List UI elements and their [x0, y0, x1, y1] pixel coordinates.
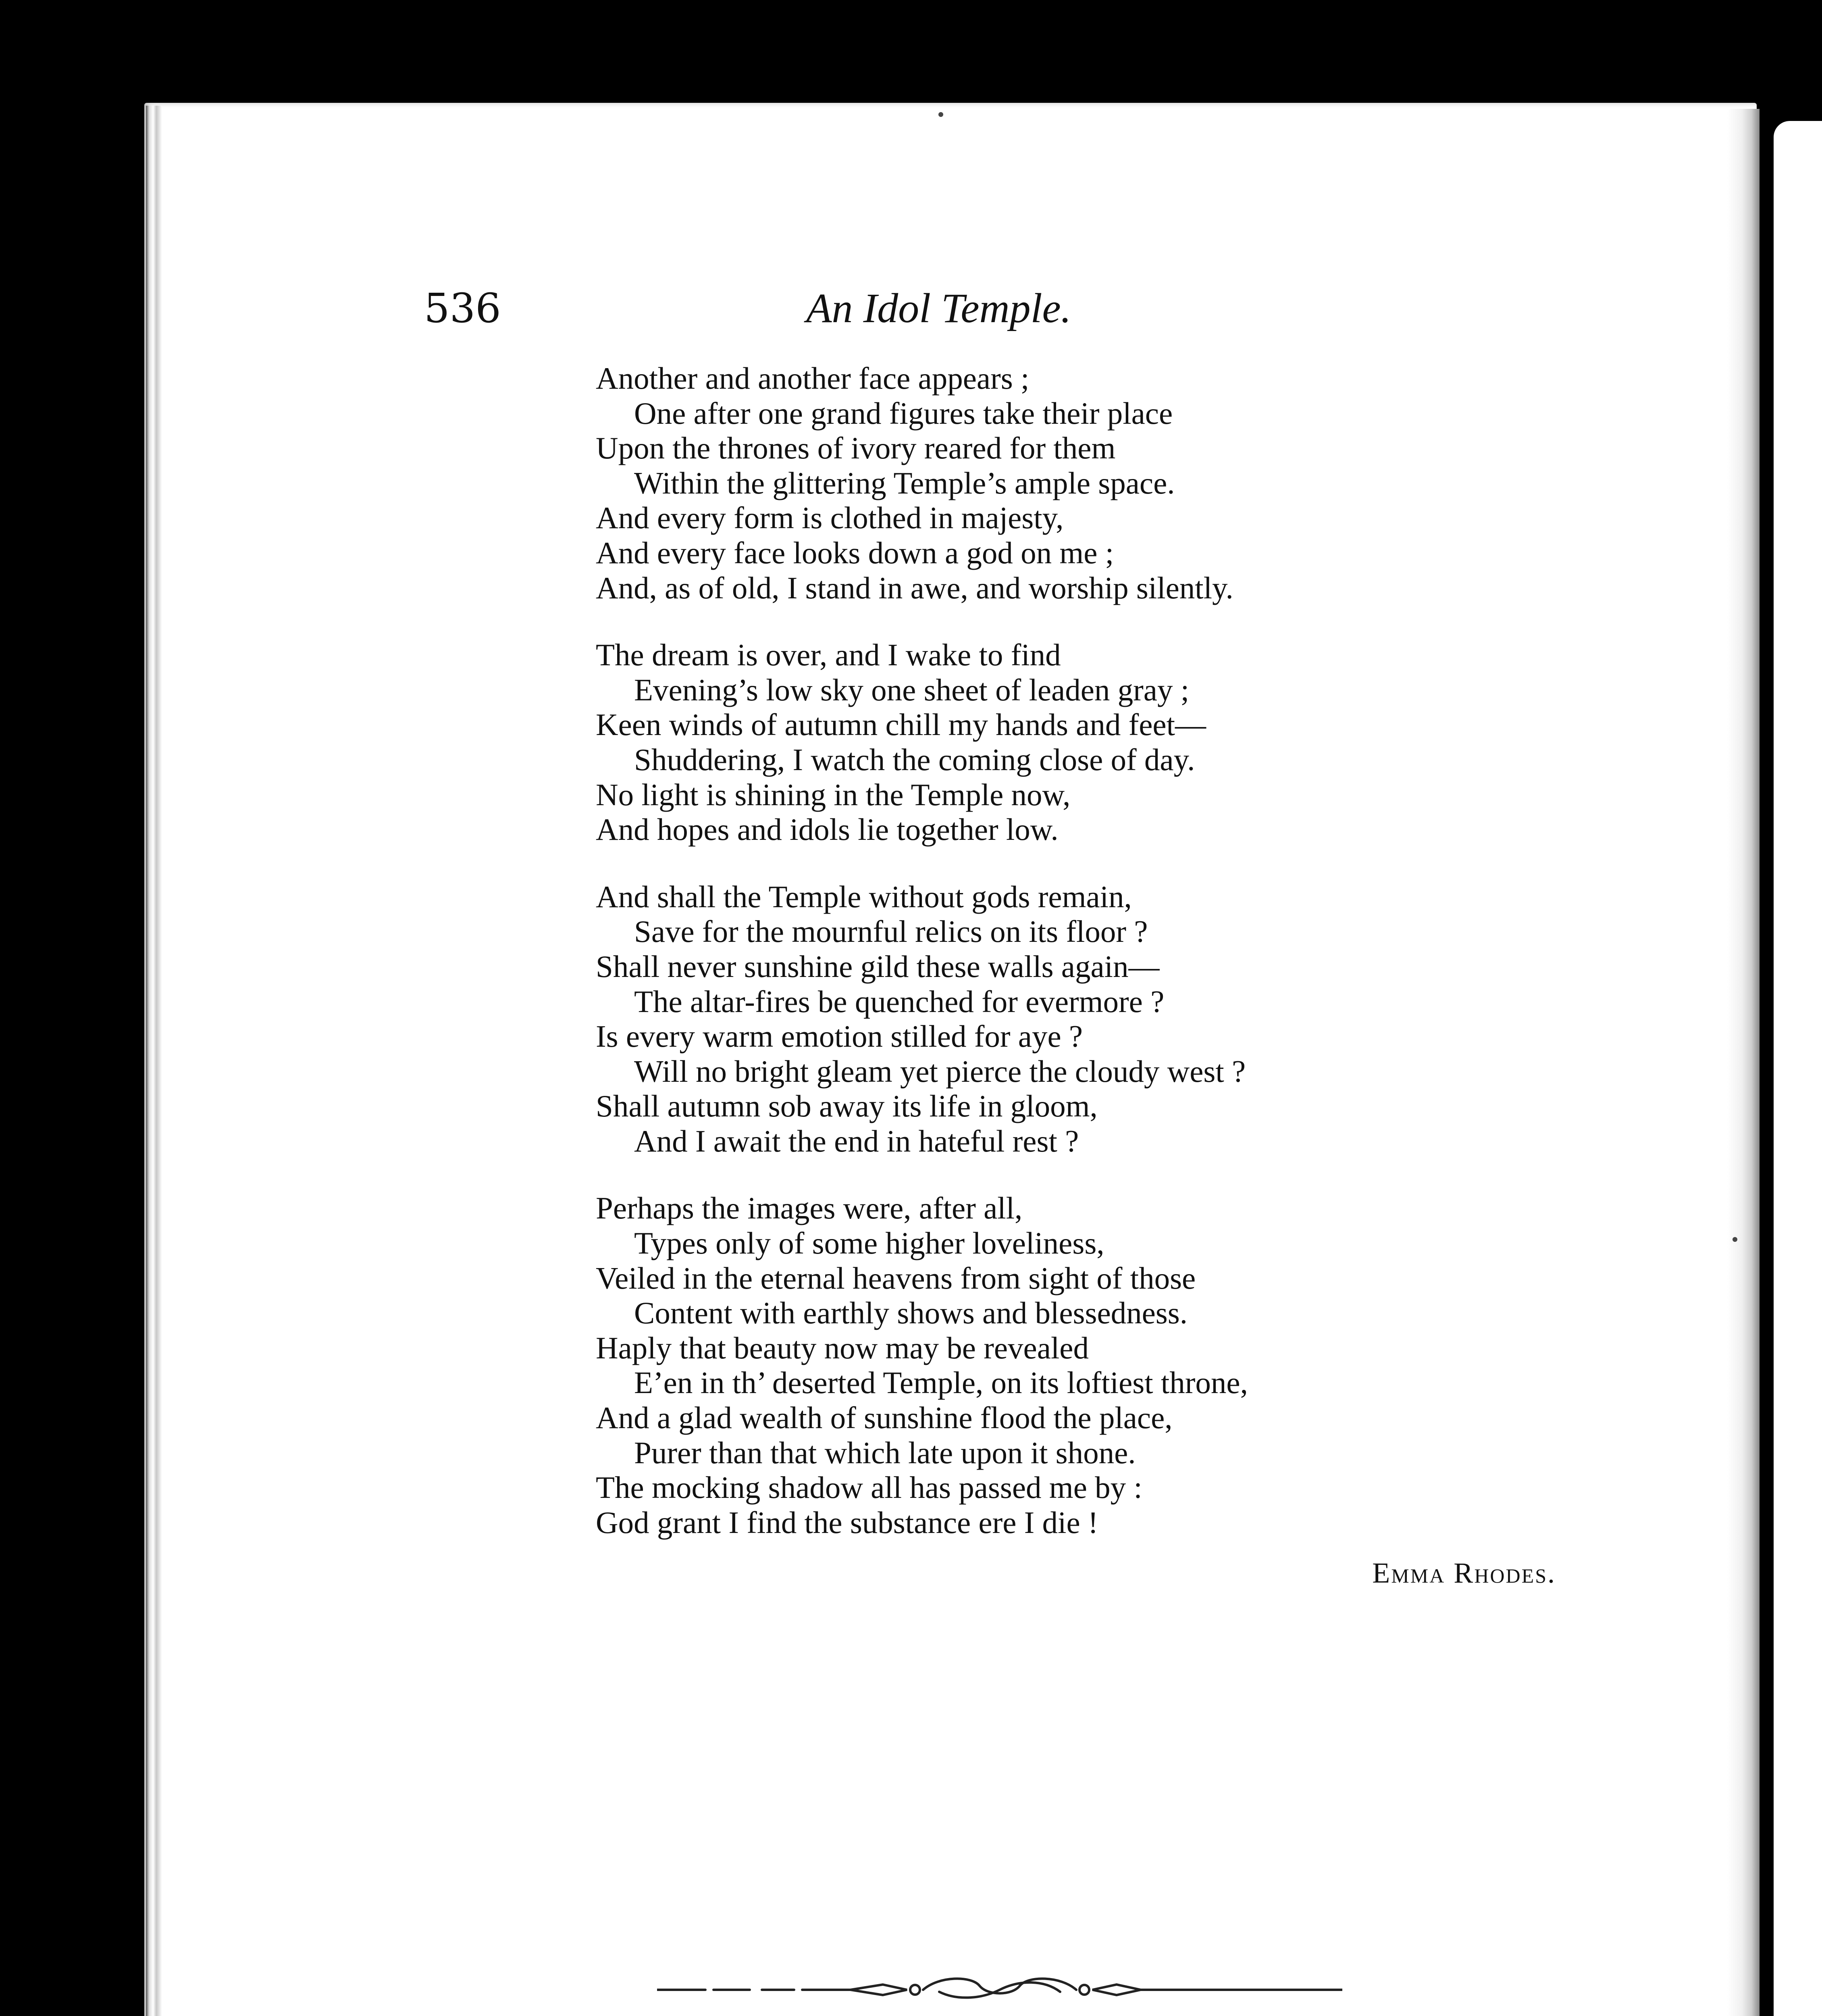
- poem-line: Shall never sunshine gild these walls again—: [596, 949, 1160, 984]
- poem-line: God grant I find the substance ere I die !: [596, 1505, 1098, 1540]
- poem-line: And every form is clothed in majesty,: [596, 500, 1064, 535]
- poem-line: Haply that beauty now may be revealed: [596, 1330, 1089, 1365]
- poem-line: No light is shining in the Temple now,: [596, 777, 1071, 812]
- scroll-flourish-icon: [657, 1968, 1342, 2012]
- running-title: An Idol Temple.: [806, 285, 1071, 331]
- poem-line: And shall the Temple without gods remain,: [596, 879, 1132, 914]
- poem-line: The mocking shadow all has passed me by :: [596, 1470, 1142, 1505]
- poem-line: E’en in th’ deserted Temple, on its loftiest throne,: [634, 1365, 1248, 1400]
- print-speck: [938, 112, 943, 117]
- page-binding-edge: [146, 106, 162, 2016]
- poem-line: Shuddering, I watch the coming close of day.: [634, 742, 1195, 777]
- poem-line: One after one grand figures take their place: [634, 396, 1173, 431]
- poem-line: Save for the mournful relics on its floor ?: [634, 914, 1148, 949]
- page-number: 536: [424, 285, 501, 332]
- poem-line: Is every warm emotion stilled for aye ?: [596, 1019, 1083, 1054]
- author-signature: Emma Rhodes.: [1372, 1557, 1556, 1589]
- poem-line: Purer than that which late upon it shone.: [634, 1435, 1136, 1470]
- poem-stanza: [596, 1191, 1604, 1540]
- poem-line: Shall autumn sob away its life in gloom,: [596, 1089, 1098, 1124]
- poem-line: Types only of some higher loveliness,: [634, 1226, 1104, 1261]
- poem-line: And I await the end in hateful rest ?: [634, 1123, 1079, 1158]
- poem-line: Content with earthly shows and blessedness.: [634, 1295, 1188, 1331]
- page-fore-edge: [1727, 109, 1760, 2016]
- poem-line: Evening’s low sky one sheet of leaden gray ;: [634, 672, 1190, 707]
- poem-line: And, as of old, I stand in awe, and worship silently.: [596, 570, 1233, 605]
- poem-line: The dream is over, and I wake to find: [596, 637, 1061, 673]
- poem-line: Will no bright gleam yet pierce the cloudy west ?: [634, 1054, 1246, 1089]
- poem-line: Perhaps the images were, after all,: [596, 1191, 1023, 1226]
- poem-stanza: [596, 637, 1604, 847]
- poem-body: [596, 361, 1604, 1572]
- page-header: [0, 282, 1822, 339]
- adjacent-page-edge: [1774, 121, 1822, 2016]
- poem-line: And hopes and idols lie together low.: [596, 812, 1059, 847]
- print-speck: [1733, 1237, 1737, 1242]
- poem-line: And every face looks down a god on me ;: [596, 535, 1114, 570]
- poem-stanza: [596, 879, 1604, 1159]
- poem-line: Upon the thrones of ivory reared for them: [596, 431, 1116, 466]
- poem-line: And a glad wealth of sunshine flood the place,: [596, 1400, 1173, 1435]
- poem-line: Veiled in the eternal heavens from sight of those: [596, 1260, 1196, 1295]
- poem-line: The altar-fires be quenched for evermore ?: [634, 984, 1165, 1019]
- poem-line: Another and another face appears ;: [596, 361, 1030, 396]
- poem-stanza: [596, 361, 1604, 605]
- poem-line: Within the glittering Temple’s ample space.: [634, 465, 1175, 500]
- poem-line: Keen winds of autumn chill my hands and feet—: [596, 707, 1206, 742]
